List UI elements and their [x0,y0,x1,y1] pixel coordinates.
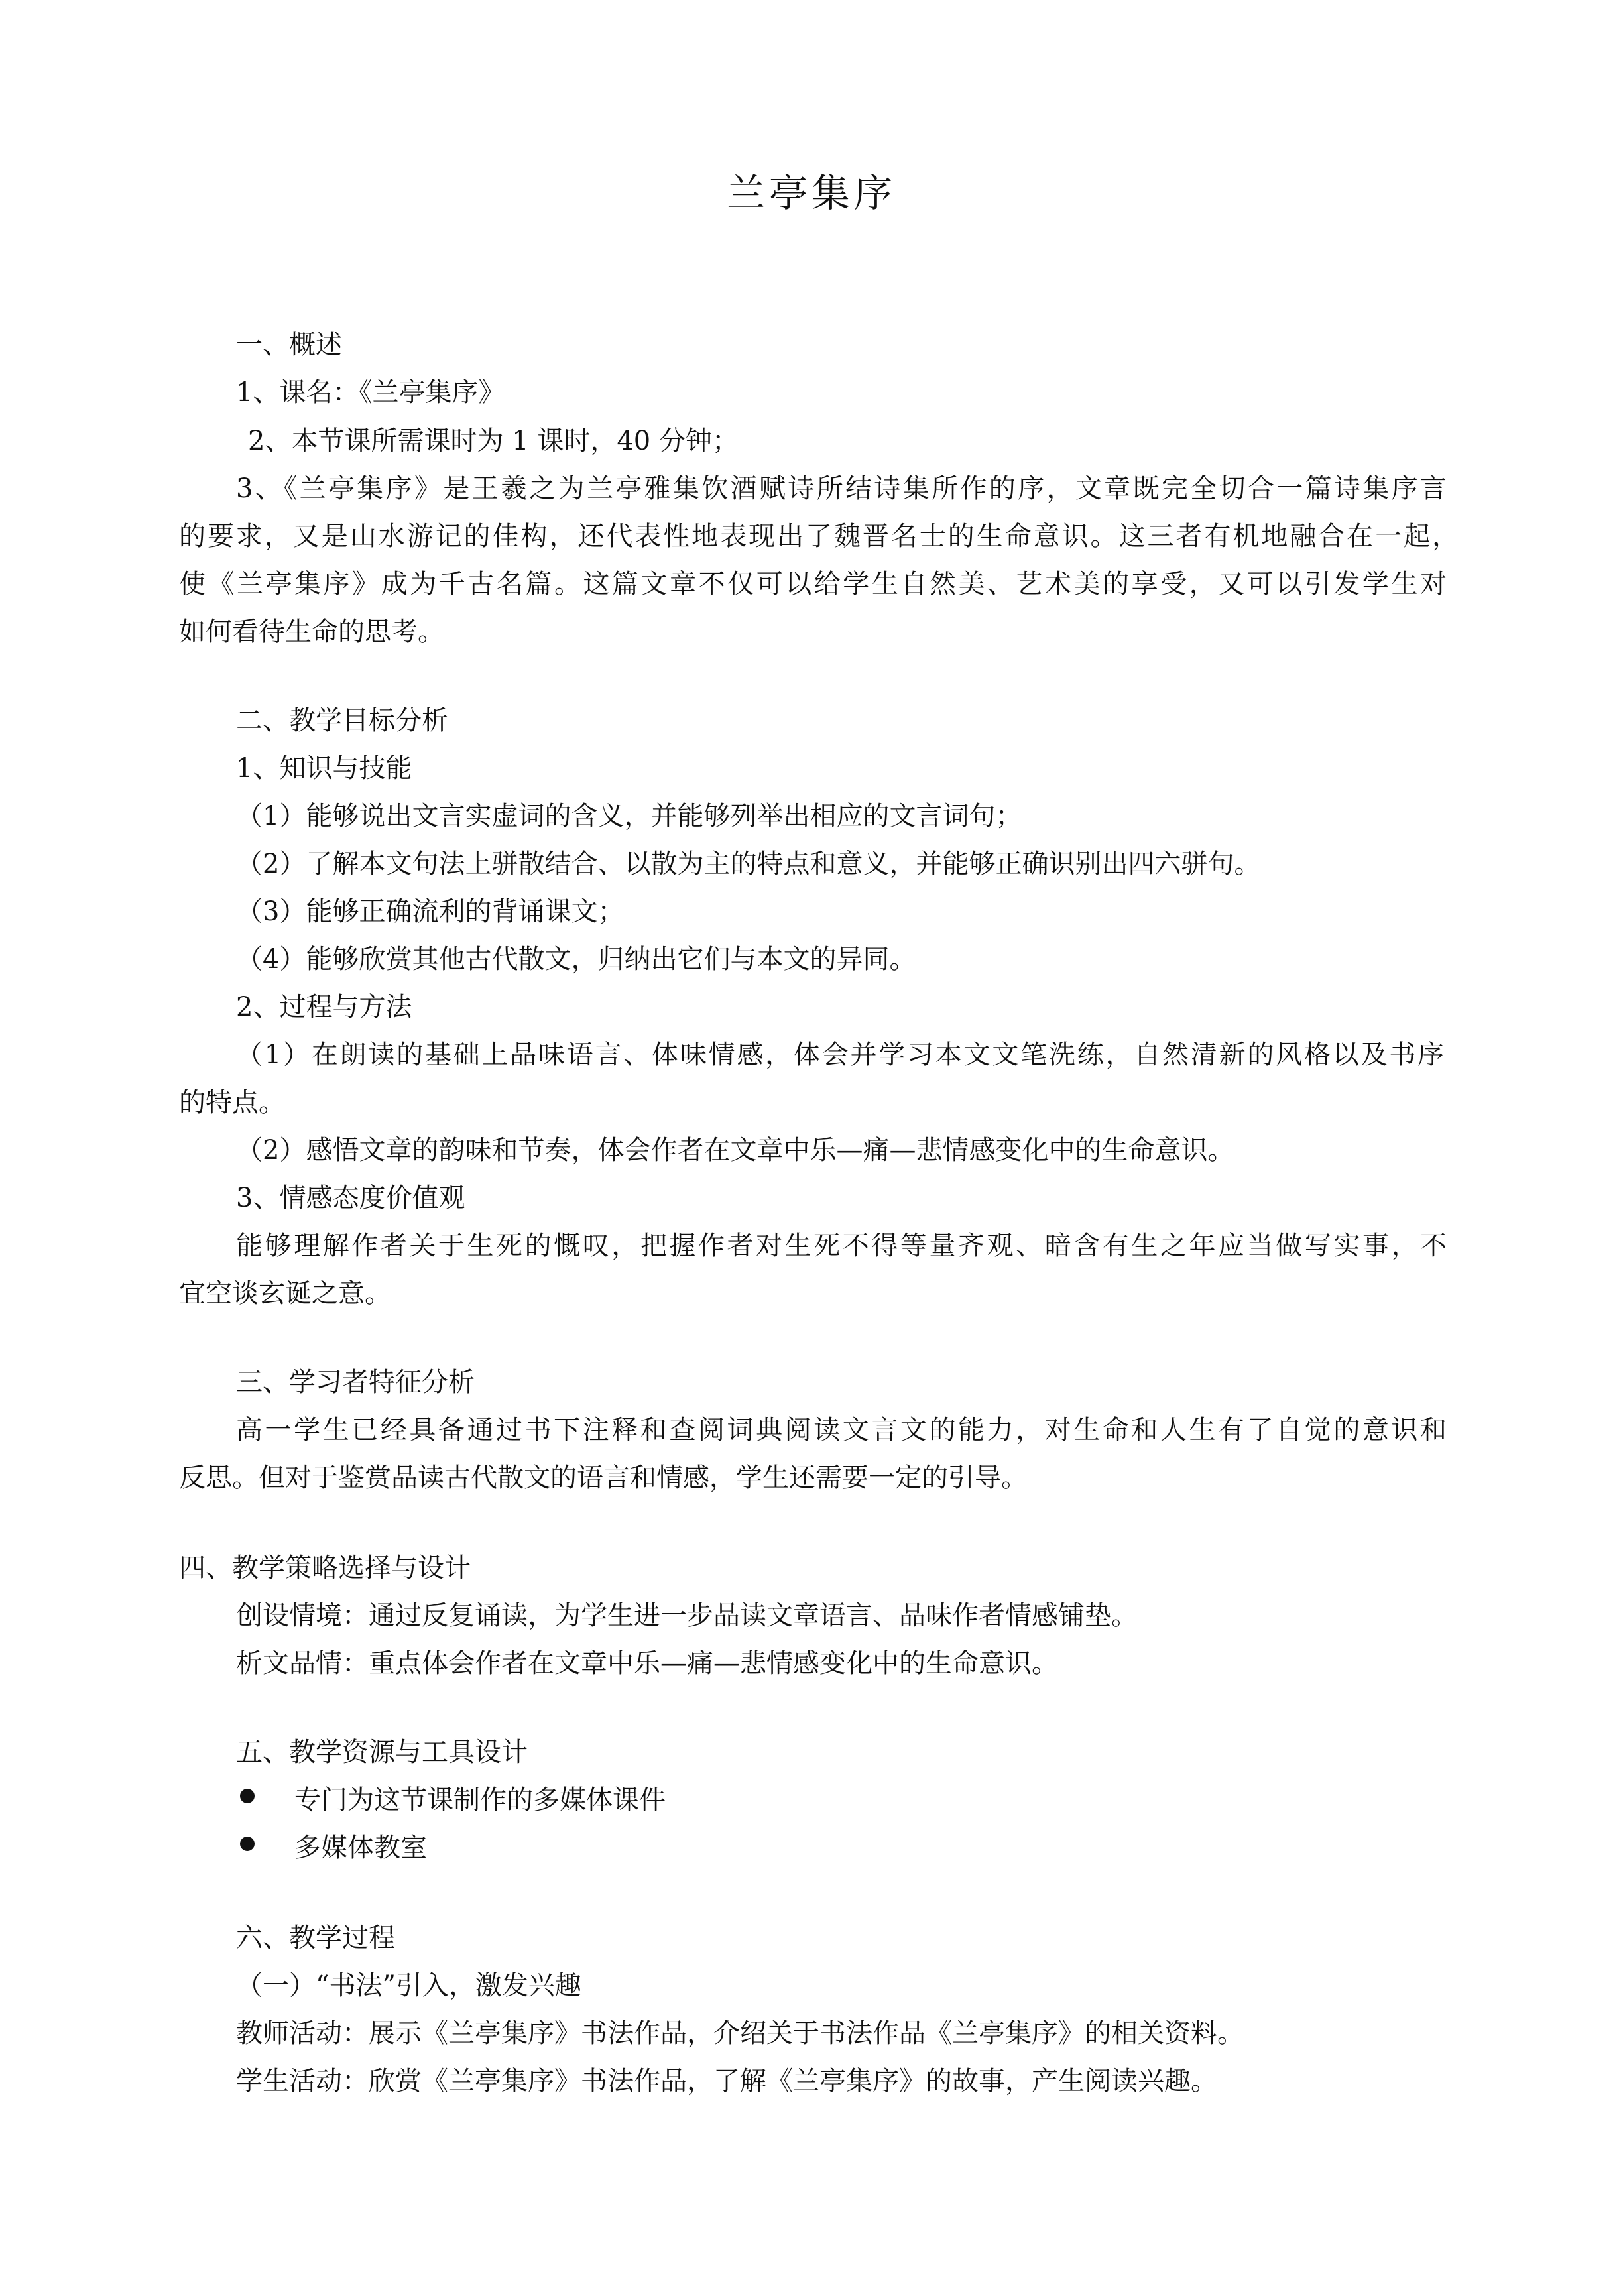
objective-item: 的特点。 [179,1087,285,1118]
paragraph-line: 高一学生已经具备通过书下注释和查阅词典阅读文言文的能力，对生命和人生有了自觉的意识和 [236,1415,1447,1445]
process-step: （一）“书法”引入，激发兴趣 [236,1970,581,2001]
course-name: 1、课名：《兰亭集序》 [236,377,505,408]
paragraph-line: 使《兰亭集序》成为千古名篇。这篇文章不仅可以给学生自然美、艺术美的享受，又可以引发学生对 [179,569,1447,599]
section-heading: 二、教学目标分析 [236,705,448,736]
resource-item: 专门为这节课制作的多媒体课件 [294,1785,666,1815]
objective-item: （1）在朗读的基础上品味语言、体味情感，体会并学习本文文笔洗练，自然清新的风格以及书序 [236,1040,1444,1070]
resource-item: 多媒体教室 [294,1833,427,1863]
section-heading: 三、学习者特征分析 [236,1367,475,1398]
section-heading: 一、概述 [236,330,342,360]
strategy-item: 析文品情：重点体会作者在文章中乐—痛—悲情感变化中的生命意识。 [236,1648,1058,1679]
objective-item: （3）能够正确流利的背诵课文； [236,896,625,927]
student-activity: 学生活动：欣赏《兰亭集序》书法作品，了解《兰亭集序》的故事，产生阅读兴趣。 [236,2066,1217,2096]
section-heading: 六、教学过程 [236,1923,395,1953]
objective-item: （2）了解本文句法上骈散结合、以散为主的特点和意义，并能够正确识别出四六骈句。 [236,849,1261,879]
paragraph-line: 能够理解作者关于生死的慨叹，把握作者对生死不得等量齐观、暗含有生之年应当做写实事，不 [236,1231,1447,1261]
bullet-icon [240,1837,255,1851]
paragraph-line: 的要求，又是山水游记的佳构，还代表性地表现出了魏晋名士的生命意识。这三者有机地融合在一起， [179,521,1459,552]
subsection-heading: 3、情感态度价值观 [236,1183,465,1213]
paragraph-line: 反思。但对于鉴赏品读古代散文的语言和情感，学生还需要一定的引导。 [179,1463,1028,1493]
subsection-heading: 2、过程与方法 [236,992,412,1022]
bullet-icon [240,1789,255,1803]
section-heading: 五、教学资源与工具设计 [236,1737,528,1768]
course-hours: 2、本节课所需课时为 1 课时，40 分钟； [248,426,739,456]
document-title: 兰亭集序 [726,170,896,215]
strategy-item: 创设情境：通过反复诵读，为学生进一步品读文章语言、品味作者情感铺垫。 [236,1601,1138,1631]
paragraph-line: 宜空谈玄诞之意。 [179,1278,391,1309]
objective-item: （2）感悟文章的韵味和节奏，体会作者在文章中乐—痛—悲情感变化中的生命意识。 [236,1135,1234,1166]
paragraph-line: 如何看待生命的思考。 [179,617,444,647]
teacher-activity: 教师活动：展示《兰亭集序》书法作品，介绍关于书法作品《兰亭集序》的相关资料。 [236,2018,1244,2049]
objective-item: （1）能够说出文言实虚词的含义，并能够列举出相应的文言词句； [236,801,1022,831]
objective-item: （4）能够欣赏其他古代散文，归纳出它们与本文的异同。 [236,944,916,975]
subsection-heading: 1、知识与技能 [236,753,412,784]
paragraph-line: 3、《兰亭集序》是王羲之为兰亭雅集饮酒赋诗所结诗集所作的序，文章既完全切合一篇诗集序言 [236,473,1447,504]
section-heading: 四、教学策略选择与设计 [179,1553,471,1583]
